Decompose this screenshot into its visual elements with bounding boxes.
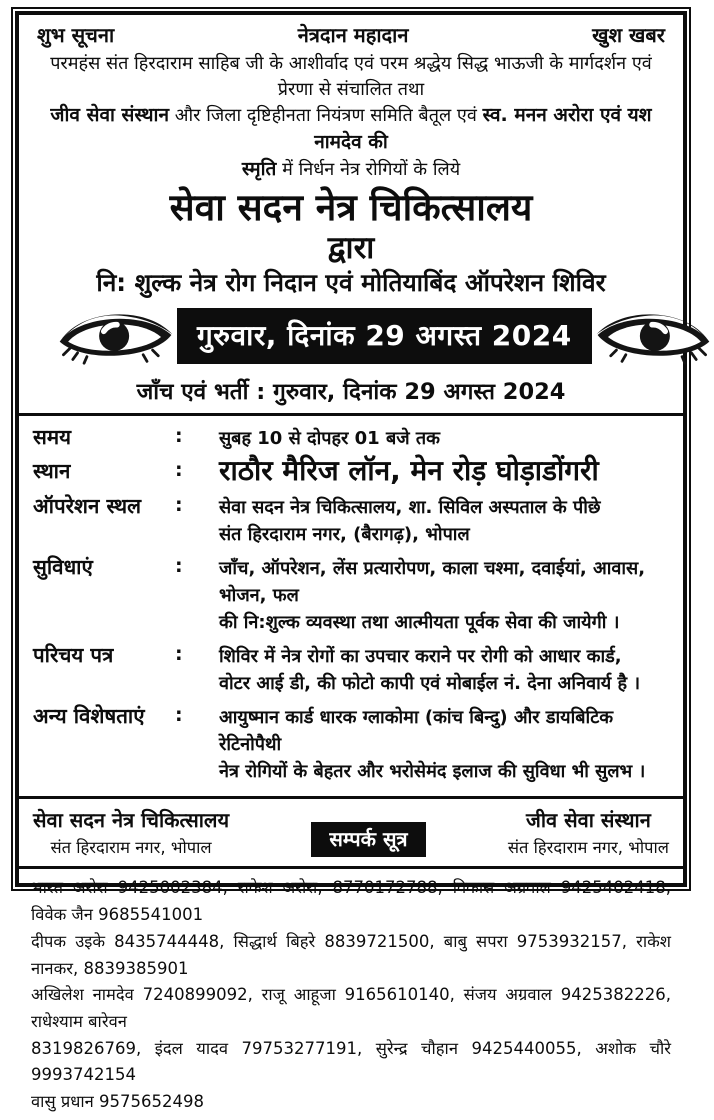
- hospital-title: सेवा सदन नेत्र चिकित्सालय: [169, 186, 533, 229]
- detail-label: स्थान: [33, 459, 71, 484]
- date-banner-row: [31, 299, 671, 369]
- footer-orgs-section: [19, 796, 683, 866]
- intro-line1: परमहंस संत हिरदाराम साहिब जी के आशीर्वाद एवं परम श्रद्धेय सिद्ध भाऊजी के मार्गदर्शन एवं प्रेरणा से संचालित तथा: [50, 53, 652, 100]
- detail-label: सुविधाएं: [33, 555, 93, 580]
- eye-right-icon: [592, 303, 714, 369]
- eye-left-icon: [55, 303, 177, 369]
- detail-row-other-features: [33, 704, 669, 785]
- detail-value: जाँच, ऑपरेशन, लेंस प्रत्यारोपण, काला चश्मा, दवाईयां, आवास, भोजन, फल की नि:शुल्क व्यवस्था तथा आत्मीयता पूर्वक सेवा की जायेगी ।: [219, 558, 646, 634]
- colon-separator: :: [175, 555, 183, 578]
- colon-separator: :: [175, 704, 183, 727]
- colon-separator: :: [175, 643, 183, 666]
- intro-line2-mid: और जिला दृष्टिहीनता नियंत्रण समिति बैतूल एवं: [169, 105, 483, 127]
- intro-paragraph: [31, 51, 671, 183]
- masthead: [31, 19, 671, 48]
- detail-row-operation-place: [33, 494, 669, 548]
- footer-hospital-name: सेवा सदन नेत्र चिकित्सालय: [33, 808, 230, 833]
- contact-numbers-section: [19, 866, 683, 1119]
- detail-label: समय: [33, 425, 72, 450]
- contact-line: वासु प्रधान 9575652498: [31, 1092, 205, 1112]
- detail-row-facilities: [33, 555, 669, 636]
- colon-separator: :: [175, 494, 183, 517]
- detail-value: आयुष्मान कार्ड धारक ग्लाकोमा (कांच बिन्दु) और डायबिटिक रेटिनोपैथी नेत्र रोगियों के बेहतर और भरोसेमंद इलाज की सुविधा भी सुलभ ।: [219, 707, 646, 783]
- top-section: [19, 15, 683, 413]
- colon-separator: :: [175, 459, 183, 482]
- detail-value: राठौर मैरिज लॉन, मेन रोड़ घोड़ाडोंगरी: [219, 454, 599, 488]
- detail-value: शिविर में नेत्र रोगों का उपचार कराने पर रोगी को आधार कार्ड, वोटर आई डी, की फोटो कापी एवं मोबाईल नं. देना अनिवार्य है ।: [219, 646, 641, 695]
- footer-org-sansthan: [508, 806, 669, 858]
- contact-line: दीपक उइके 8435744448, सिद्धार्थ बिहरे 8839721500, बाबु सपरा 9753932157, राकेश नानकर, 8839385901: [31, 931, 671, 978]
- date-banner: गुरुवार, दिनांक 29 अगस्त 2024: [177, 308, 592, 364]
- colon-separator: :: [175, 425, 183, 448]
- intro-smriti-bold: स्मृति: [241, 158, 277, 181]
- contact-line: अखिलेश नामदेव 7240899092, राजू आहूजा 9165610140, संजय अग्रवाल 9425382226, राधेश्याम बारेवन: [31, 985, 671, 1031]
- detail-row-id-proof: [33, 643, 669, 697]
- detail-value: सेवा सदन नेत्र चिकित्सालय, शा. सिविल अस्पताल के पीछे संत हिरदाराम नगर, (बैरागढ़), भोपाल: [219, 497, 601, 546]
- eye-camp-poster: [11, 7, 691, 1112]
- detail-label: परिचय पत्र: [33, 643, 114, 668]
- checkin-line: जाँच एवं भर्ती : गुरुवार, दिनांक 29 अगस्त 2024: [136, 379, 566, 406]
- camp-title: नि: शुल्क नेत्र रोग निदान एवं मोतियाबिंद ऑपरेशन शिविर: [96, 268, 606, 298]
- masthead-right: खुश खबर: [592, 23, 665, 47]
- detail-label: ऑपरेशन स्थल: [33, 494, 142, 519]
- intro-line3-rest: में निर्धन नेत्र रोगियों के लिये: [276, 159, 461, 181]
- masthead-left: शुभ सूचना: [37, 23, 115, 47]
- detail-label: अन्य विशेषताएं: [33, 704, 145, 729]
- footer-sansthan-name: जीव सेवा संस्थान: [525, 808, 651, 833]
- poster-inner-frame: [15, 11, 687, 1112]
- contact-line: भारत अरोरा 9425002384, राकेश अरोरा, 8770172788, विकास अग्रवाल 9425402418, विवेक जैन 9685541001: [31, 878, 671, 925]
- footer-hospital-address: संत हिरदाराम नगर, भोपाल: [50, 838, 212, 858]
- contact-chip: सम्पर्क सूत्र: [311, 822, 425, 857]
- detail-row-time: [33, 425, 669, 452]
- intro-memorial-bold: स्व. मनन अरोरा एवं यश नामदेव की: [314, 104, 652, 154]
- footer-sansthan-address: संत हिरदाराम नगर, भोपाल: [507, 838, 669, 858]
- footer-org-hospital: [33, 806, 229, 858]
- contact-line: 8319826769, इंदल यादव 79753277191, सुरेन्द्र चौहान 9425440055, अशोक चौरे 9993742154: [31, 1038, 671, 1085]
- intro-org-bold: जीव सेवा संस्थान: [50, 104, 170, 127]
- detail-row-venue: [33, 454, 669, 488]
- masthead-center: नेत्रदान महादान: [297, 23, 409, 47]
- contact-chip-wrap: [311, 806, 425, 858]
- by-line: द्वारा: [327, 230, 375, 267]
- details-section: [19, 413, 683, 796]
- detail-value: सुबह 10 से दोपहर 01 बजे तक: [219, 428, 440, 450]
